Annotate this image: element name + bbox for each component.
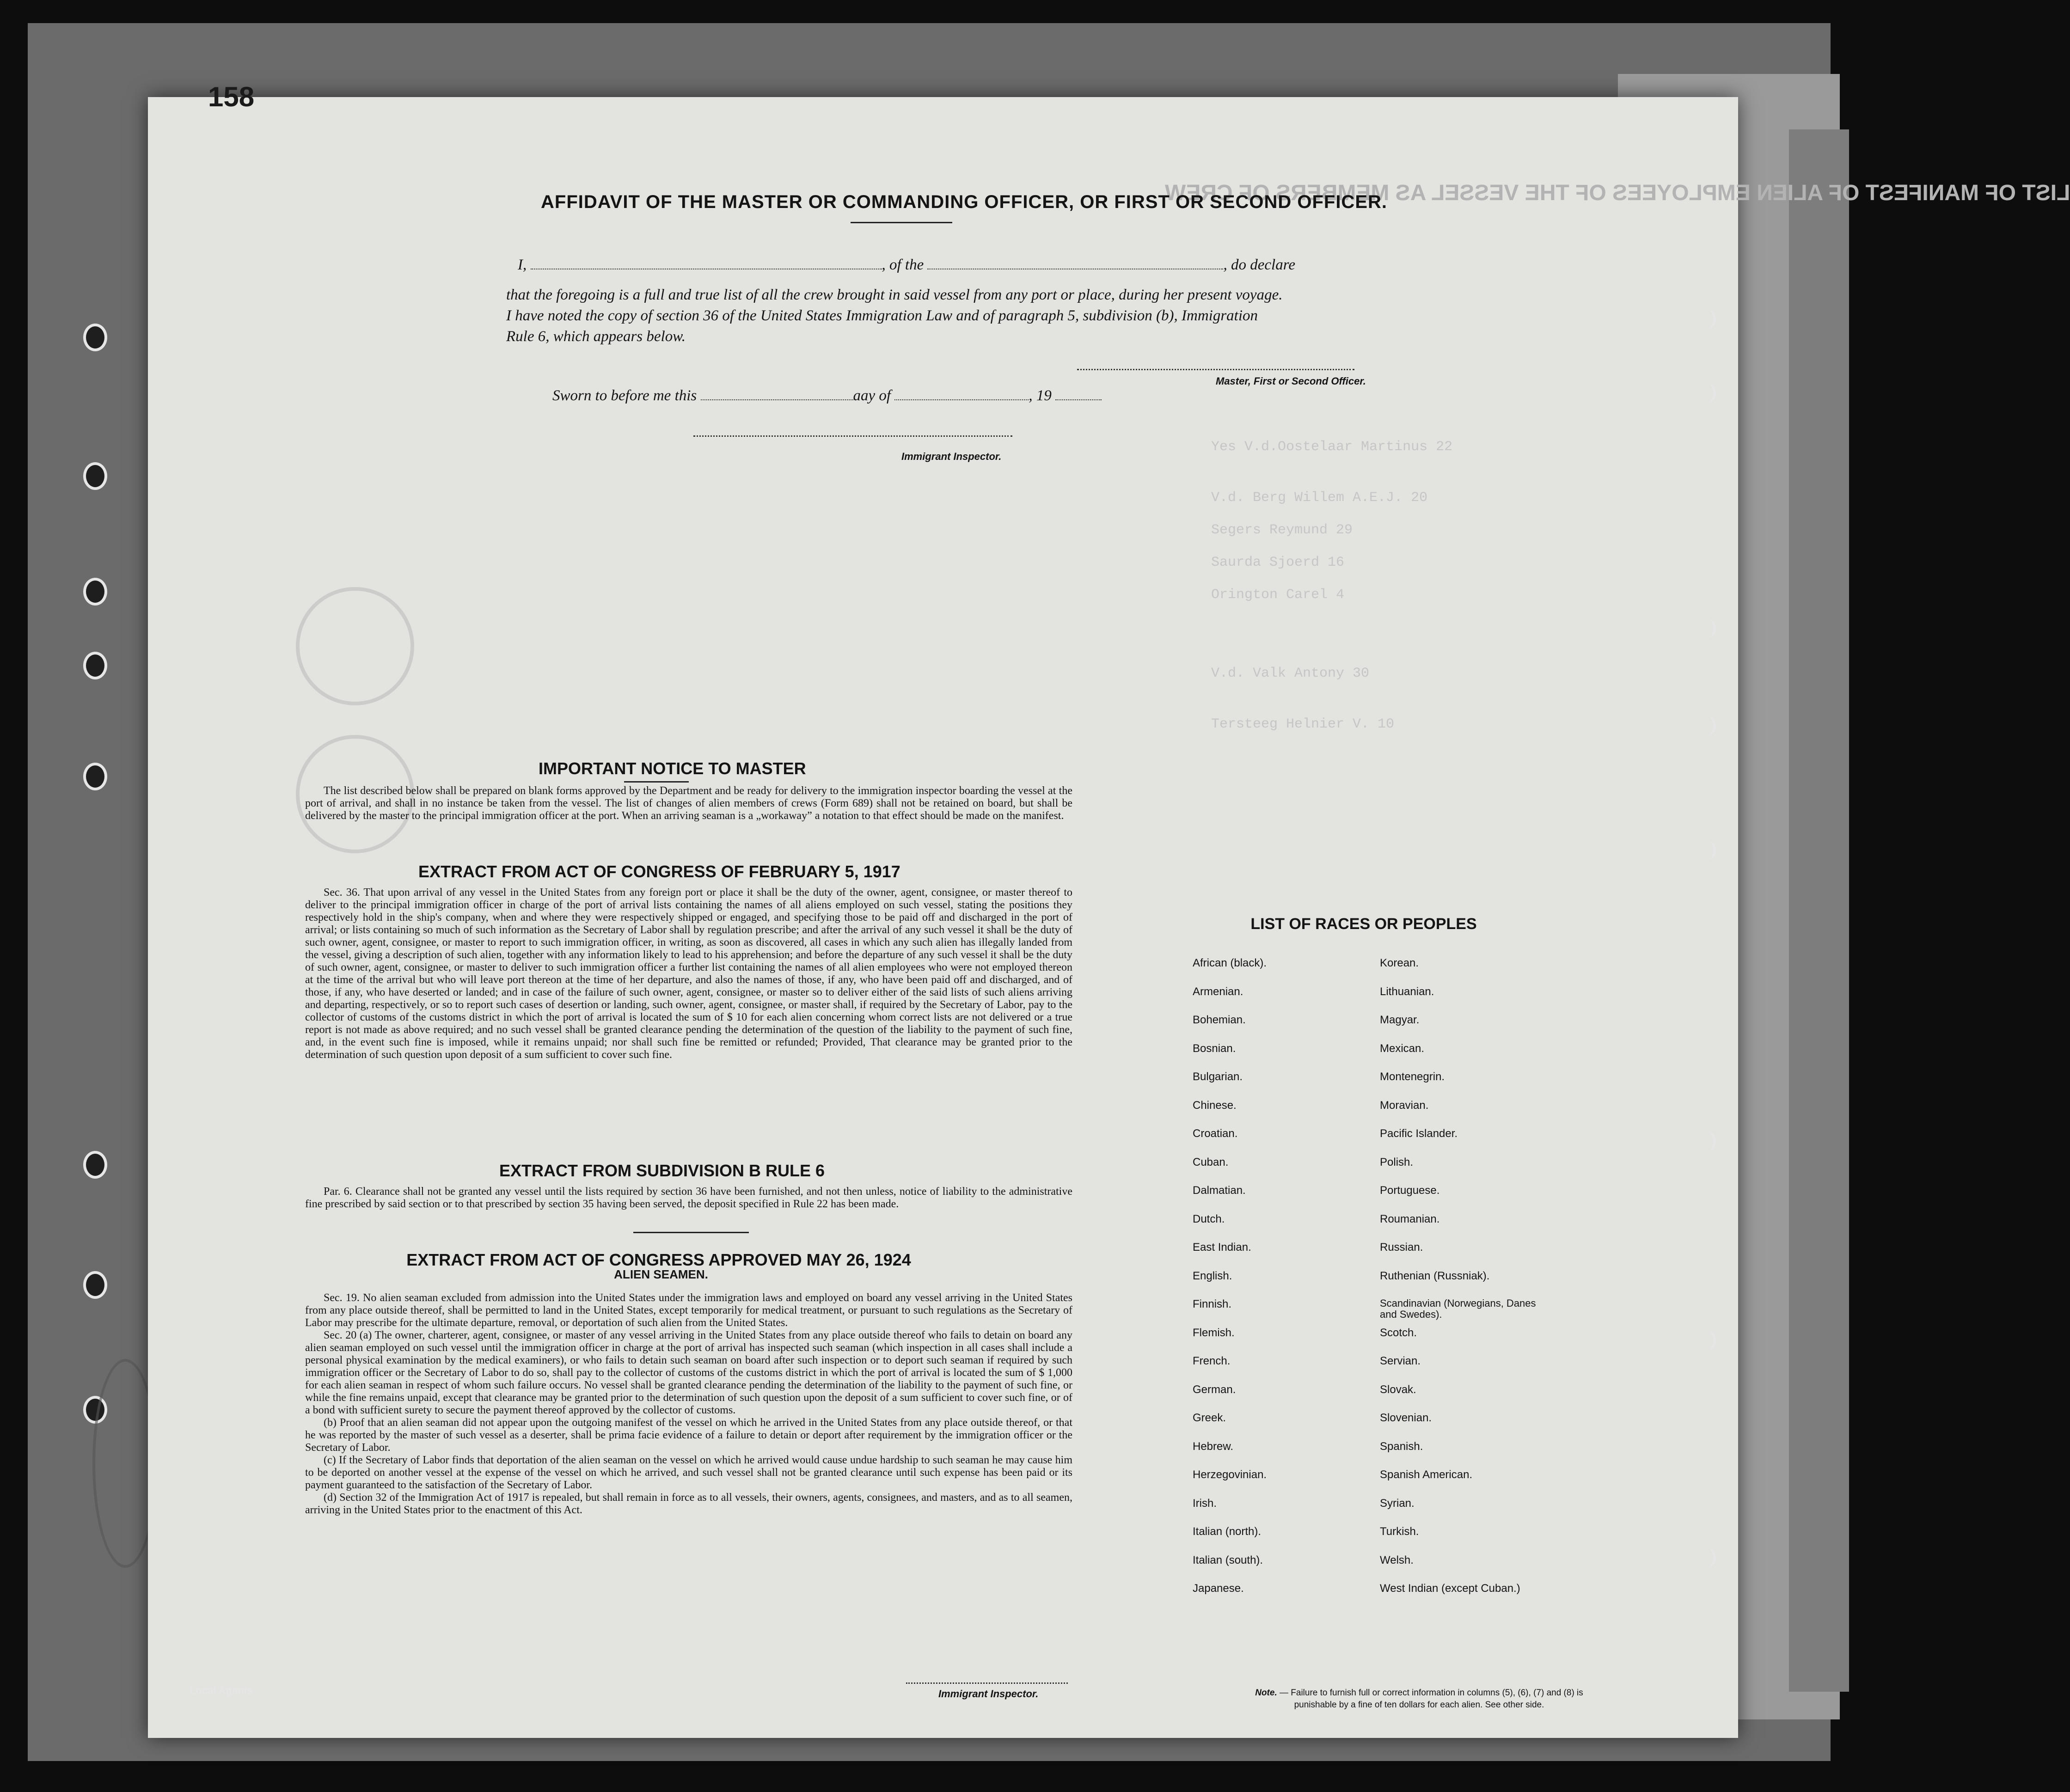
extract-1924-paragraph: (b) Proof that an alien seaman did not appear upon the outgoing manifest of the vessel on which he arrived in the United States from any place outside thereof, or that he was reported by the master of such vessel as a deserter, shall be prima facie evidence of a failure to detain or deport after requirement by the immigration officer or the Secretary of Labor.	[305, 1417, 1072, 1454]
race-item: Finnish.	[1193, 1298, 1232, 1310]
sworn-year: , 19	[1029, 387, 1052, 404]
footer-inspector-line[interactable]	[906, 1682, 1068, 1684]
divider	[851, 222, 952, 223]
race-item: Portuguese.	[1380, 1184, 1440, 1197]
race-item: French.	[1193, 1355, 1231, 1367]
affidavit-line-3: I have noted the copy of section 36 of the United States Immigration Law and of paragraph 5, subdivision (b), Immigration	[506, 307, 1258, 324]
race-item: Japanese.	[1193, 1582, 1244, 1595]
race-item: German.	[1193, 1383, 1236, 1396]
margin-mark	[1701, 1548, 1716, 1567]
affidavit-line-2: that the foregoing is a full and true list of all the crew brought in said vessel from any port or place, during her present voyage.	[506, 287, 1283, 303]
margin-mark	[1701, 384, 1716, 402]
race-item: West Indian (except Cuban.)	[1380, 1582, 1520, 1595]
notice-title: IMPORTANT NOTICE TO MASTER	[539, 759, 806, 778]
extract-rule6-title: EXTRACT FROM SUBDIVISION B RULE 6	[499, 1161, 825, 1180]
binder-hole	[83, 1271, 107, 1299]
footer-note	[1253, 1687, 1586, 1711]
local-agents-label: Local Agents	[190, 1685, 253, 1696]
race-item: Greek.	[1193, 1412, 1226, 1424]
race-item: Italian (south).	[1193, 1553, 1263, 1566]
extract-rule6-paragraph: Par. 6. Clearance shall not be granted any vessel until the lists required by section 36 have been furnished, and not then unless, notice of liability to the administrative fine prescribed by said section or to that prescribed by section 35 having been served, the deposit specified in Rule 22 has been made.	[305, 1186, 1072, 1210]
master-signature-label: Master, First or Second Officer.	[1216, 375, 1366, 387]
sworn-day-of: aay of	[853, 387, 891, 404]
inspector-signature-label: Immigrant Inspector.	[901, 451, 1002, 462]
race-item: Scandinavian (Norwegians, Danes and Swedes).	[1380, 1297, 1536, 1320]
note-label: Note.	[1255, 1688, 1277, 1698]
affidavit-line-4: Rule 6, which appears below.	[506, 328, 686, 345]
divider	[624, 781, 689, 783]
race-item: East Indian.	[1193, 1241, 1251, 1254]
notice-paragraph: The list described below shall be prepared on blank forms approved by the Department and be ready for delivery to the immigration inspector boarding the vessel at the port of arrival, and shall in no instance be taken from the vessel. The list of changes of alien members of crews (Form 689) shall not be retained on board, but shall be delivered by the master to the principal immigration officer at the port. When an arriving seaman is a „workaway” a notation to that effect should be made on the manifest.	[305, 785, 1072, 822]
race-item: Dalmatian.	[1193, 1184, 1246, 1197]
races-title: LIST OF RACES OR PEOPLES	[1250, 915, 1477, 933]
binder-hole	[83, 652, 107, 679]
extract-1917-paragraph: Sec. 36. That upon arrival of any vessel in the United States from any foreign port or place it shall be the duty of the owner, agent, consignee, or master thereof to deliver to the principal immigration officer in charge of the port of arrival lists containing the names of all aliens employed on such vessel, stating the positions they respectively hold in the ship's company, when and where they were respectively shipped or engaged, and specifying those to be paid off and discharged in the port of arrival; or lists containing so much of such information as the Secretary of Labor shall by regulation prescribe; and after the arrival of any such vessel it shall be the duty of such owner, agent, consignee, or master to report to such immigration officer, in writing, as soon as discovered, all cases in which any such alien has illegally landed from the vessel, giving a description of such alien, together with any information likely to lead to his apprehension; and before the departure of any such vessel it shall be the duty of such owner, agent, consignee, or master to deliver to such immigration officer a further list containing the names of all alien employees who were not employed thereon at the time of the arrival but who will leave port thereon at the time of her departure, and also the names of those, if any, who have been paid off and discharged, and of those, if any, who have deserted or landed; and in case of the failure of such owner, agent, consignee, or master so to deliver either of the said lists of such aliens arriving and departing, respectively, or so to report such cases of desertion or landing, such owner, agent, consignee, or master shall, if required by the Secretary of Labor, pay to the collector of customs of the customs district in which the port of arrival is located the sum of $ 10 for each alien concerning whom correct lists are not delivered or a true report is not made as above required; and no such vessel shall be granted clearance pending the determination of the question of the liability to the payment of such fine, and, in the event such fine is imposed, while it remains unpaid; nor shall such fine be remitted or refunded; Provided, That clearance may be granted prior to the determination of such question upon deposit of a sum sufficient to cover such fine.	[305, 887, 1072, 1061]
race-item: Servian.	[1380, 1355, 1421, 1367]
note-text: — Failure to furnish full or correct information in columns (5), (6), (7) and (8) is punishable by a fine of ten dollars for each alien. See other side.	[1280, 1688, 1583, 1710]
manifest-paper: LIST OF MANIFEST OF ALIEN EMPLOYEES OF THE VESSEL AS MEMBERS OF CREW Yes V.d.Oostelaar Martinus 22 V.d. Berg Willem A.E.J. 20 Segers Reymund 29 Saurda Sjoerd 16 Orington Carel 4 V.d. Valk Antony 30 Tersteeg Helnier V. 10	[148, 97, 1738, 1738]
race-item: Lithuanian.	[1380, 985, 1434, 998]
race-item: Russian.	[1380, 1241, 1423, 1254]
extract-1924-subtitle: ALIEN SEAMEN.	[614, 1267, 708, 1281]
footer-inspector-label: Immigrant Inspector.	[938, 1688, 1039, 1700]
extract-1924-paragraph: (c) If the Secretary of Labor finds that deportation of the alien seaman on the vessel on which he arrived would cause undue hardship to such seaman he may cause him to be deported on another vessel at the expense of the vessel on which he arrived, and such vessel shall not be granted clearance until such expense has been paid or its payment guaranteed to the satisfaction of the Secretary of Labor.	[305, 1454, 1072, 1491]
binder-hole	[83, 578, 107, 605]
race-item: Cuban.	[1193, 1156, 1229, 1168]
margin-mark	[1701, 1132, 1716, 1151]
race-item: Turkish.	[1380, 1525, 1419, 1538]
extract-1924-text	[305, 1292, 1072, 1517]
sworn-line	[552, 387, 1102, 404]
affidavit-line-1	[518, 257, 1295, 274]
race-item: Ruthenian (Russniak).	[1380, 1269, 1490, 1282]
sworn-day-blank[interactable]	[701, 399, 853, 400]
sheet-number: 158	[208, 81, 255, 112]
race-item: Bosnian.	[1193, 1042, 1236, 1055]
divider	[633, 1232, 749, 1233]
race-item: Italian (north).	[1193, 1525, 1262, 1538]
race-item: Chinese.	[1193, 1099, 1237, 1112]
background-sheet-edge	[1789, 129, 1849, 1692]
sworn-text: Sworn to before me this	[552, 387, 697, 404]
margin-mark	[1701, 841, 1716, 860]
affidavit-of-the: , of the	[882, 257, 924, 273]
extract-rule6-text	[305, 1186, 1072, 1211]
race-item: African (black).	[1193, 957, 1267, 969]
race-item: Syrian.	[1380, 1497, 1415, 1510]
master-signature-line[interactable]	[1077, 369, 1354, 370]
faded-seal	[296, 587, 414, 705]
binder-hole	[83, 462, 107, 490]
race-item: Roumanian.	[1380, 1212, 1440, 1225]
extract-1924-paragraph: Sec. 19. No alien seaman excluded from admission into the United States under the immigration laws and employed on board any vessel arriving in the United States from any place outside thereof, shall be permitted to land in the United States, except temporarily for medical treatment, or pursuant to such regulations as the Secretary of Labor may prescribe for the ultimate departure, removal, or deportation of such alien from the United States.	[305, 1292, 1072, 1329]
binder-hole	[83, 324, 107, 351]
notice-text	[305, 785, 1072, 822]
race-item: English.	[1193, 1269, 1232, 1282]
race-item: Irish.	[1193, 1497, 1217, 1510]
margin-mark	[1701, 619, 1716, 638]
affidavit-declare: , do declare	[1223, 257, 1295, 273]
inspector-signature-line[interactable]	[693, 435, 1012, 437]
extract-1924-title: EXTRACT FROM ACT OF CONGRESS APPROVED MAY 26, 1924	[406, 1250, 911, 1269]
sworn-month-blank[interactable]	[894, 399, 1029, 400]
race-item: Bohemian.	[1193, 1014, 1246, 1026]
affidavit-i: I,	[518, 257, 527, 273]
race-item: Mexican.	[1380, 1042, 1425, 1055]
race-item: Pacific Islander.	[1380, 1127, 1458, 1140]
race-item: Spanish American.	[1380, 1468, 1473, 1481]
race-item: Armenian.	[1193, 985, 1243, 998]
binder-hole	[83, 763, 107, 790]
race-item: Croatian.	[1193, 1127, 1238, 1140]
margin-mark	[1701, 310, 1716, 328]
race-item: Bulgarian.	[1193, 1070, 1243, 1083]
race-item: Flemish.	[1193, 1326, 1235, 1339]
race-item: Spanish.	[1380, 1440, 1423, 1453]
sworn-year-blank[interactable]	[1055, 399, 1102, 400]
race-item: Montenegrin.	[1380, 1070, 1445, 1083]
race-item: Herzegovinian.	[1193, 1468, 1267, 1481]
race-item: Slovenian.	[1380, 1412, 1432, 1424]
race-item: Dutch.	[1193, 1212, 1225, 1225]
bleed-through-title: LIST OF MANIFEST OF ALIEN EMPLOYEES OF THE VESSEL AS MEMBERS OF CREW	[1165, 181, 2070, 205]
extract-1924-paragraph: (d) Section 32 of the Immigration Act of 1917 is repealed, but shall remain in force as to all vessels, their owners, agents, consignees, and masters, and as to all seamen, arriving in the United States prior to the enactment of this Act.	[305, 1492, 1072, 1516]
affidavit-title: AFFIDAVIT OF THE MASTER OR COMMANDING OFFICER, OR FIRST OR SECOND OFFICER.	[541, 192, 1387, 212]
margin-mark	[1701, 1331, 1716, 1350]
race-item: Polish.	[1380, 1156, 1414, 1168]
margin-mark	[1701, 716, 1716, 735]
race-item: Slovak.	[1380, 1383, 1416, 1396]
extract-1917-text	[305, 887, 1072, 1061]
race-item: Hebrew.	[1193, 1440, 1234, 1453]
races-left-column	[1193, 957, 1267, 1611]
race-item: Moravian.	[1380, 1099, 1429, 1112]
race-item: Korean.	[1380, 957, 1419, 969]
binder-hole	[83, 1151, 107, 1179]
races-right-column	[1380, 957, 1537, 1611]
race-item: Magyar.	[1380, 1014, 1420, 1026]
extract-1917-title: EXTRACT FROM ACT OF CONGRESS OF FEBRUARY 5, 1917	[418, 862, 900, 881]
extract-1924-paragraph: Sec. 20 (a) The owner, charterer, agent, consignee, or master of any vessel arriving in the United States from any place outside thereof who fails to detain on board any alien seaman employed on such vessel until the immigration officer in charge at the port of arrival has inspected such seaman (which inspection in all cases shall include a personal physical examination by the medical examiners), or who fails to detain such seaman on board after such inspection or to deport such seaman if required by such immigration officer or the Secretary of Labor to do so, shall pay to the collector of customs of the customs district in which the port of arrival is located the sum of $ 1,000 for each alien seaman in respect of whom such failure occurs. No vessel shall be granted clearance pending the determination of the liability to the payment of such fine, or while the fine remains unpaid, except that clearance may be granted prior to the determination of such question upon the deposit of a sum sufficient to cover such fine, or of a bond with sufficient surety to secure the payment thereof approved by the collector of customs.	[305, 1329, 1072, 1416]
race-item: Scotch.	[1380, 1326, 1417, 1339]
race-item: Welsh.	[1380, 1553, 1414, 1566]
